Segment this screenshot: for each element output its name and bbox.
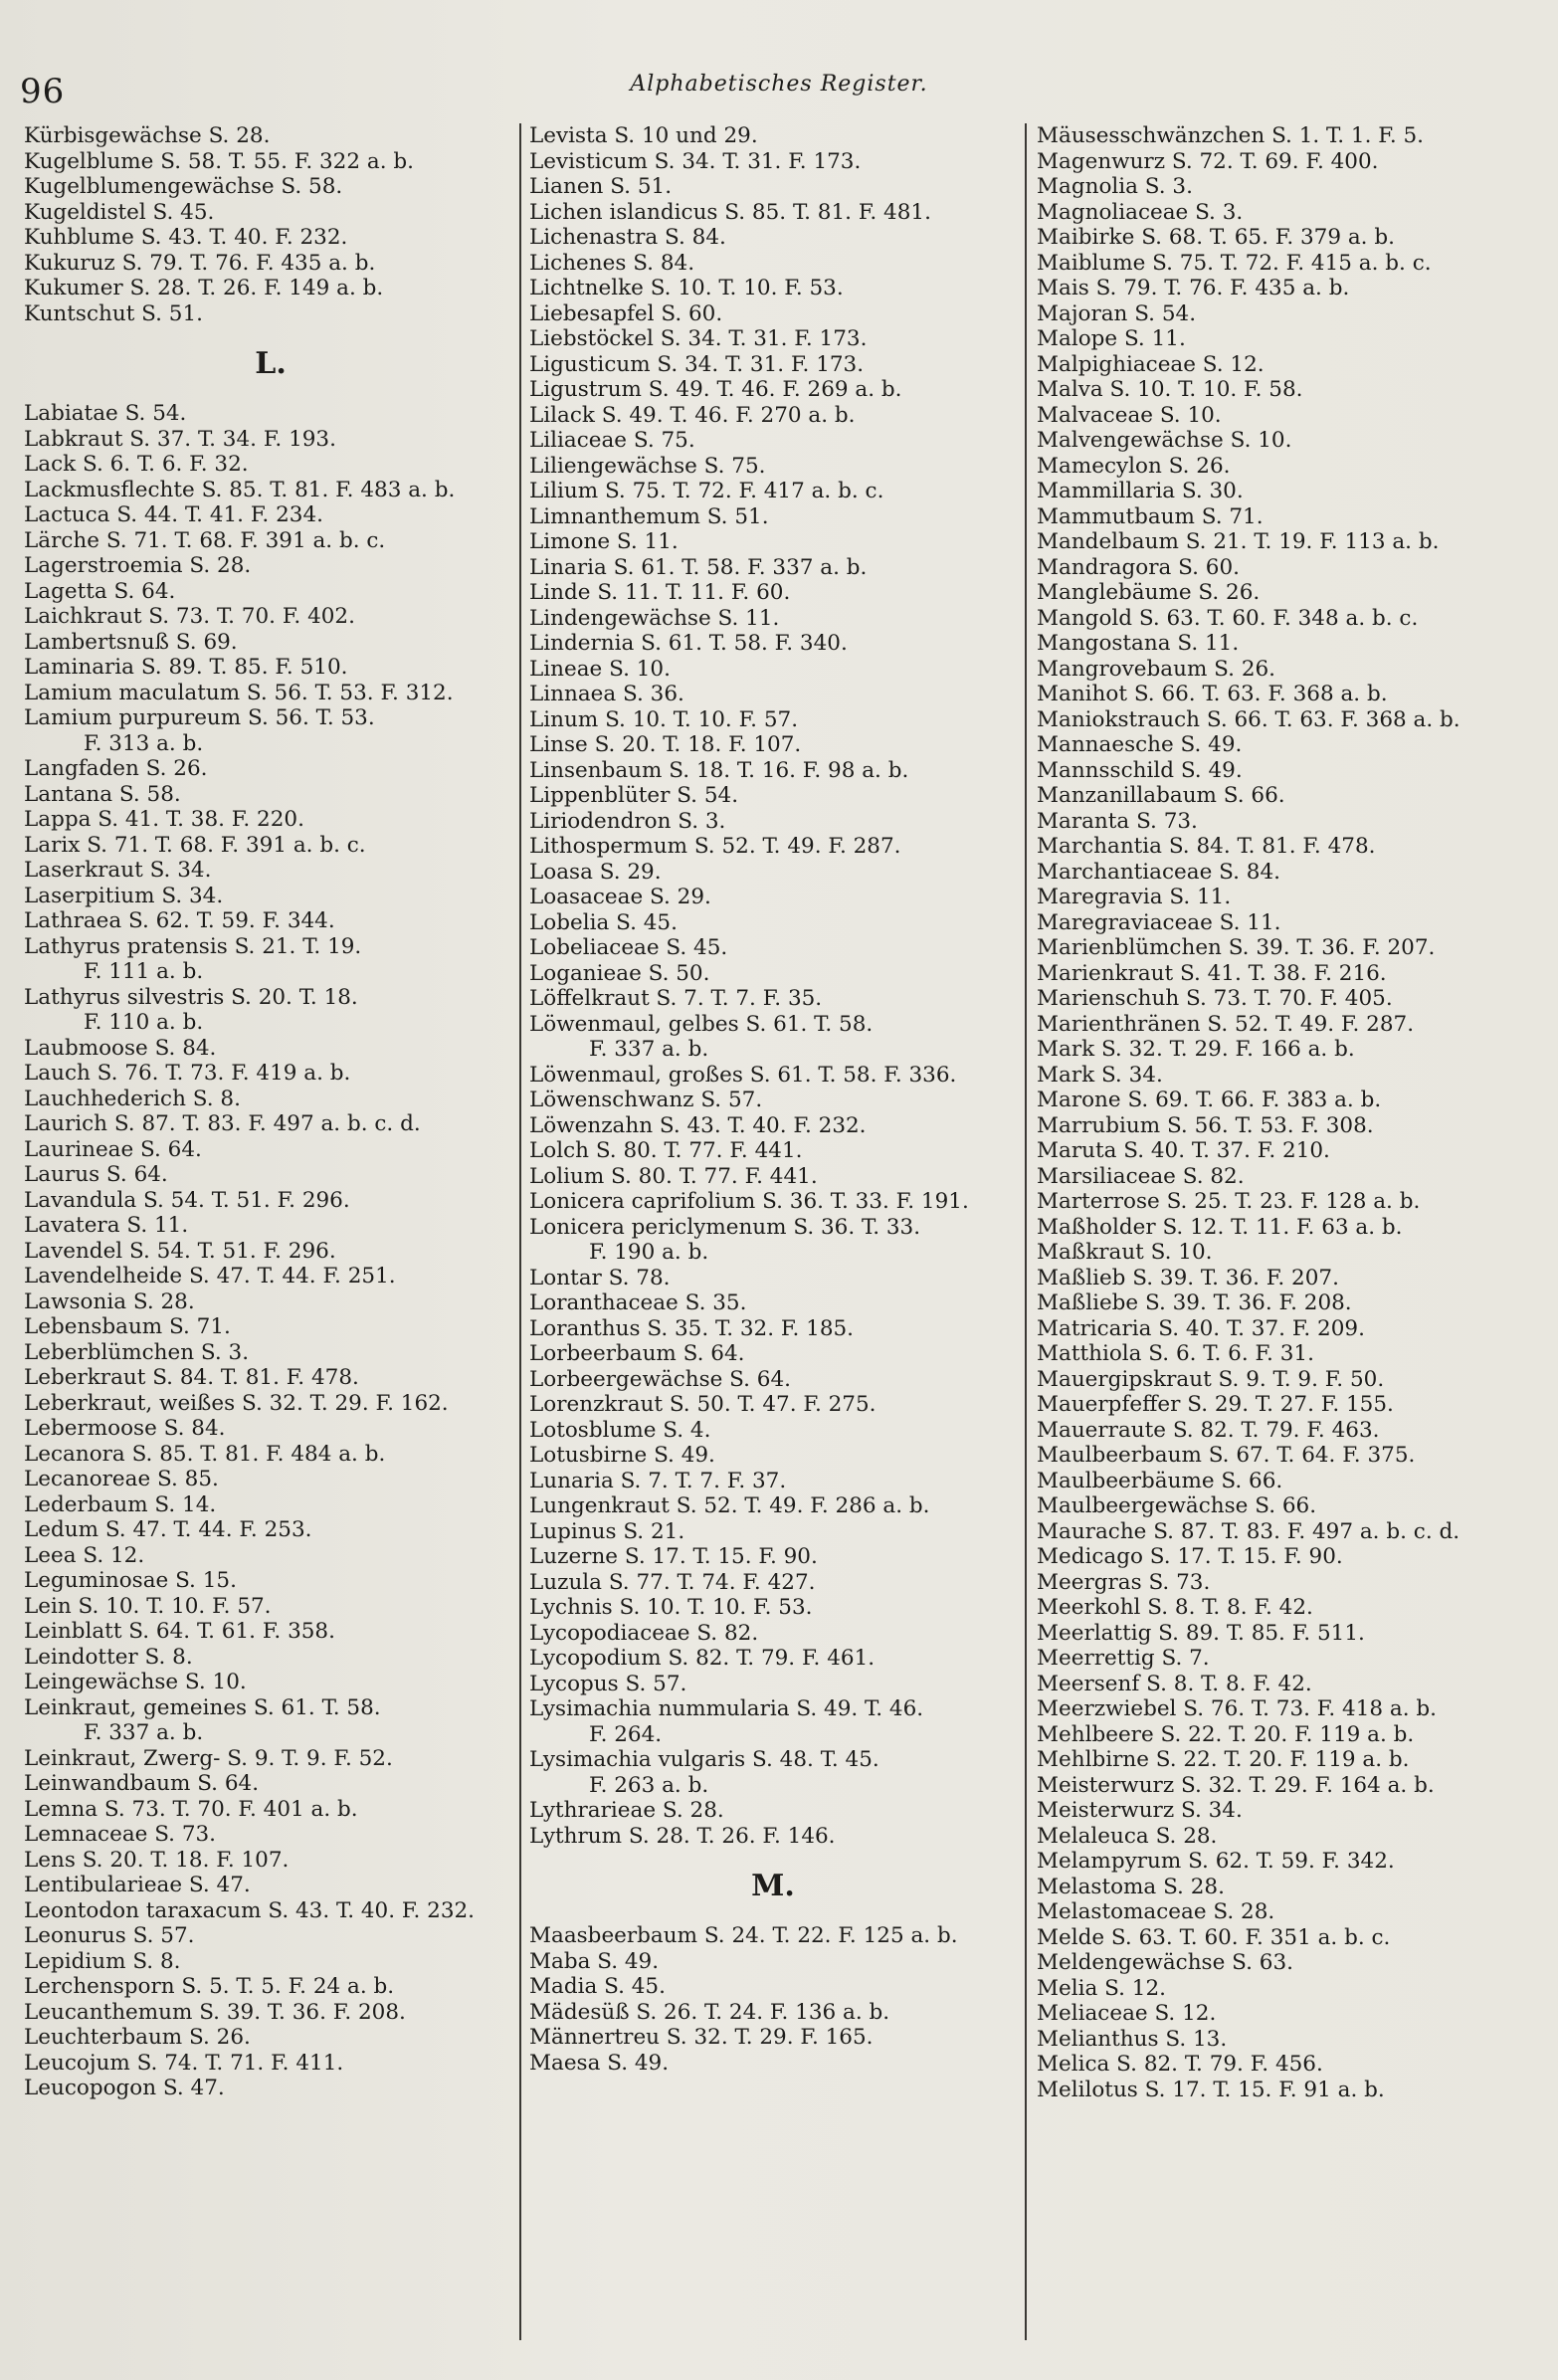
index-entry: Lobeliaceae S. 45. (529, 935, 728, 960)
index-entry: Marrubium S. 56. T. 53. F. 308. (1037, 1112, 1374, 1138)
index-entry: Magnolia S. 3. (1037, 174, 1193, 199)
index-entry: Lichtnelke S. 10. T. 10. F. 53. (529, 276, 844, 300)
index-entry: Loasa S. 29. (529, 859, 662, 885)
index-entry: Kugelblume S. 58. T. 55. F. 322 a. b. (24, 148, 414, 174)
index-entry: Ligustrum S. 49. T. 46. F. 269 a. b. (529, 377, 902, 402)
index-entry: Meisterwurz S. 34. (1037, 1798, 1243, 1823)
index-entry-continuation: F. 337 a. b. (84, 1720, 204, 1745)
index-entry: Mädesüß S. 26. T. 24. F. 136 a. b. (529, 1999, 890, 2025)
index-entry: Lythrarieae S. 28. (529, 1798, 724, 1823)
index-entry: Meisterwurz S. 32. T. 29. F. 164 a. b. (1037, 1772, 1435, 1798)
index-entry: Mammillaria S. 30. (1037, 479, 1244, 503)
index-entry: Laubmoose S. 84. (24, 1035, 217, 1061)
index-entry: Lindengewächse S. 11. (529, 605, 780, 631)
index-entry: Marienblümchen S. 39. T. 36. F. 207. (1037, 935, 1436, 960)
index-entry: Meersenf S. 8. T. 8. F. 42. (1037, 1671, 1312, 1696)
index-entry: Lunaria S. 7. T. 7. F. 37. (529, 1468, 787, 1493)
index-entry: Kukumer S. 28. T. 26. F. 149 a. b. (24, 276, 384, 300)
index-entry: Malvaceae S. 10. (1037, 402, 1222, 428)
index-entry: Lack S. 6. T. 6. F. 32. (24, 452, 249, 477)
entry-list-top (24, 123, 517, 326)
index-entry: Lonicera caprifolium S. 36. T. 33. F. 191. (529, 1189, 969, 1214)
index-entry: Leberkraut, weißes S. 32. T. 29. F. 162. (24, 1390, 449, 1416)
index-entry: Lepidium S. 8. (24, 1948, 181, 1974)
index-entry: Lianen S. 51. (529, 174, 673, 199)
index-entry: Leinblatt S. 64. T. 61. F. 358. (24, 1619, 335, 1644)
index-entry-continuation: F. 264. (589, 1721, 663, 1747)
index-entry: Lackmusflechte S. 85. T. 81. F. 483 a. b. (24, 477, 456, 502)
index-entry: Lineae S. 10. (529, 656, 671, 682)
index-entry: Linnaea S. 36. (529, 682, 684, 706)
index-entry: Kuntschut S. 51. (24, 300, 203, 326)
index-entry: Lerchensporn S. 5. T. 5. F. 24 a. b. (24, 1974, 395, 1999)
entry-list-top (1037, 123, 1552, 2102)
index-entry: Mangold S. 63. T. 60. F. 348 a. b. c. (1037, 605, 1419, 631)
index-entry: Marienthränen S. 52. T. 49. F. 287. (1037, 1011, 1415, 1037)
index-entry: Loranthaceae S. 35. (529, 1290, 747, 1315)
index-entry-continuation: F. 111 a. b. (84, 959, 204, 984)
index-entry: Maßlieb S. 39. T. 36. F. 207. (1037, 1265, 1339, 1290)
index-entry: Lychnis S. 10. T. 10. F. 53. (529, 1595, 813, 1620)
index-entry: Laminaria S. 89. T. 85. F. 510. (24, 655, 348, 680)
index-entry: Lambertsnuß S. 69. (24, 629, 238, 655)
index-entry: Leingewächse S. 10. (24, 1670, 247, 1694)
index-entry: Lilium S. 75. T. 72. F. 417 a. b. c. (529, 479, 884, 503)
index-entry: Leucopogon S. 47. (24, 2076, 225, 2100)
index-entry: Leberkraut S. 84. T. 81. F. 478. (24, 1365, 359, 1390)
index-entry: Manglebäume S. 26. (1037, 580, 1261, 605)
index-entry: Lichenastra S. 84. (529, 225, 726, 250)
index-column-1 (20, 123, 517, 2340)
index-entry: Mandragora S. 60. (1037, 554, 1240, 580)
index-entry: Lemnaceae S. 73. (24, 1822, 217, 1847)
index-entry: Luzula S. 77. T. 74. F. 427. (529, 1569, 816, 1595)
index-entry: Lathyrus pratensis S. 21. T. 19. (24, 933, 362, 959)
index-entry: Matricaria S. 40. T. 37. F. 209. (1037, 1315, 1365, 1341)
index-entry: Maesa S. 49. (529, 2050, 670, 2076)
index-entry: Lantana S. 58. (24, 781, 181, 807)
section-heading-m: M. (751, 1869, 795, 1903)
index-entry: Mäusesschwänzchen S. 1. T. 1. F. 5. (1037, 123, 1425, 148)
index-entry: Männertreu S. 32. T. 29. F. 165. (529, 2025, 874, 2050)
index-entry: Loasaceae S. 29. (529, 885, 711, 909)
index-entry: Meerzwiebel S. 76. T. 73. F. 418 a. b. (1037, 1696, 1437, 1721)
index-entry: Löwenmaul, gelbes S. 61. T. 58. (529, 1011, 874, 1037)
index-entry: Lentibularieae S. 47. (24, 1873, 251, 1897)
index-entry: Magenwurz S. 72. T. 69. F. 400. (1037, 148, 1379, 174)
index-entry: Marienschuh S. 73. T. 70. F. 405. (1037, 986, 1393, 1011)
index-column-3 (1025, 123, 1552, 2340)
index-entry: Lysimachia vulgaris S. 48. T. 45. (529, 1747, 879, 1772)
index-entry: Liriodendron S. 3. (529, 808, 726, 834)
index-entry-continuation: F. 313 a. b. (84, 730, 204, 756)
index-entry: Majoran S. 54. (1037, 300, 1197, 326)
index-entry: Löwenschwanz S. 57. (529, 1088, 763, 1112)
index-entry: Mais S. 79. T. 76. F. 435 a. b. (1037, 276, 1350, 300)
index-entry: Lolch S. 80. T. 77. F. 441. (529, 1138, 803, 1163)
index-entry: Leinkraut, Zwerg- S. 9. T. 9. F. 52. (24, 1745, 393, 1771)
index-entry: Leucanthemum S. 39. T. 36. F. 208. (24, 1999, 406, 2025)
index-entry-continuation: F. 190 a. b. (589, 1240, 709, 1265)
index-entry: Mauergipskraut S. 9. T. 9. F. 50. (1037, 1366, 1385, 1392)
index-entry: Langfaden S. 26. (24, 756, 208, 781)
index-entry: Lagetta S. 64. (24, 578, 176, 604)
index-entry: Levista S. 10 und 29. (529, 123, 758, 148)
index-entry: Lebensbaum S. 71. (24, 1314, 231, 1339)
index-entry: Mauerpfeffer S. 29. T. 27. F. 155. (1037, 1392, 1394, 1417)
index-entry: Lycopodiaceae S. 82. (529, 1620, 759, 1646)
index-entry: Lotosblume S. 4. (529, 1417, 711, 1443)
index-entry: Mammutbaum S. 71. (1037, 503, 1264, 529)
index-entry: Liliaceae S. 75. (529, 428, 695, 453)
index-entry: Lorenzkraut S. 50. T. 47. F. 275. (529, 1392, 876, 1417)
index-entry: Lemna S. 73. T. 70. F. 401 a. b. (24, 1796, 358, 1822)
index-entry-continuation: F. 337 a. b. (589, 1037, 709, 1062)
index-entry: Meldengewächse S. 63. (1037, 1950, 1293, 1975)
index-entry: Lavendelheide S. 47. T. 44. F. 251. (24, 1264, 396, 1289)
index-entry: Malvengewächse S. 10. (1037, 428, 1292, 453)
index-entry: Liebesapfel S. 60. (529, 300, 723, 326)
index-entry: Lappa S. 41. T. 38. F. 220. (24, 807, 304, 832)
index-entry: Lagerstroemia S. 28. (24, 553, 252, 578)
index-entry: Maiblume S. 75. T. 72. F. 415 a. b. c. (1037, 250, 1432, 276)
index-entry: Meerkohl S. 8. T. 8. F. 42. (1037, 1595, 1313, 1620)
index-entry: Leonurus S. 57. (24, 1923, 195, 1948)
index-entry: Lein S. 10. T. 10. F. 57. (24, 1593, 272, 1619)
index-entry: Löwenzahn S. 43. T. 40. F. 232. (529, 1112, 867, 1138)
index-entry: Maulbeergewächse S. 66. (1037, 1493, 1317, 1518)
index-entry: Kürbisgewächse S. 28. (24, 123, 271, 148)
index-entry: Lamium purpureum S. 56. T. 53. (24, 705, 375, 730)
index-entry: Maba S. 49. (529, 1948, 660, 1974)
index-entry: Laserkraut S. 34. (24, 858, 212, 883)
entry-list-bottom (529, 1923, 1017, 2076)
index-entry: Melianthus S. 13. (1037, 2026, 1228, 2052)
index-entry: Melampyrum S. 62. T. 59. F. 342. (1037, 1849, 1395, 1874)
section-heading-l: L. (255, 346, 287, 381)
index-entry: Lauchhederich S. 8. (24, 1086, 241, 1111)
index-entry: Melde S. 63. T. 60. F. 351 a. b. c. (1037, 1924, 1391, 1950)
index-entry: Lontar S. 78. (529, 1265, 671, 1290)
index-entry: Matthiola S. 6. T. 6. F. 31. (1037, 1341, 1314, 1366)
index-entry: Malva S. 10. T. 10. F. 58. (1037, 377, 1303, 402)
index-entry: Lilack S. 49. T. 46. F. 270 a. b. (529, 402, 856, 428)
index-entry: Labiatae S. 54. (24, 401, 187, 426)
index-entry: Marone S. 69. T. 66. F. 383 a. b. (1037, 1088, 1382, 1112)
index-entry: Lecanora S. 85. T. 81. F. 484 a. b. (24, 1441, 386, 1467)
index-entry: Kuhblume S. 43. T. 40. F. 232. (24, 225, 348, 250)
index-entry: Leucojum S. 74. T. 71. F. 411. (24, 2050, 344, 2076)
index-entry: Luzerne S. 17. T. 15. F. 90. (529, 1544, 818, 1569)
index-entry: Linse S. 20. T. 18. F. 107. (529, 732, 802, 757)
index-entry: Maniokstrauch S. 66. T. 63. F. 368 a. b. (1037, 706, 1461, 732)
index-entry: Lichen islandicus S. 85. T. 81. F. 481. (529, 199, 931, 225)
index-entry: Lamium maculatum S. 56. T. 53. F. 312. (24, 680, 454, 705)
index-entry: Meliaceae S. 12. (1037, 2001, 1217, 2026)
index-entry-continuation: F. 263 a. b. (589, 1772, 709, 1798)
index-entry: Malope S. 11. (1037, 326, 1186, 351)
index-entry: Liliengewächse S. 75. (529, 453, 766, 479)
index-entry: Lobelia S. 45. (529, 909, 678, 935)
index-entry: Maregravia S. 11. (1037, 885, 1232, 909)
index-entry-continuation: F. 110 a. b. (84, 1010, 204, 1035)
index-entry: Labkraut S. 37. T. 34. F. 193. (24, 426, 336, 452)
index-entry: Lycopus S. 57. (529, 1671, 687, 1696)
index-entry: Melastoma S. 28. (1037, 1874, 1225, 1899)
index-entry: Melaleuca S. 28. (1037, 1823, 1218, 1849)
index-entry: Ligusticum S. 34. T. 31. F. 173. (529, 351, 865, 377)
index-entry: Lolium S. 80. T. 77. F. 441. (529, 1163, 818, 1189)
index-entry: Laurineae S. 64. (24, 1136, 202, 1162)
page-number: 96 (20, 72, 66, 111)
index-entry: Laichkraut S. 73. T. 70. F. 402. (24, 604, 355, 629)
index-entry: Leguminosae S. 15. (24, 1568, 237, 1593)
index-entry: Lavatera S. 11. (24, 1213, 189, 1238)
index-entry: Maasbeerbaum S. 24. T. 22. F. 125 a. b. (529, 1923, 958, 1948)
index-entry: Mangrovebaum S. 26. (1037, 656, 1276, 682)
index-entry: Mehlbeere S. 22. T. 20. F. 119 a. b. (1037, 1721, 1415, 1747)
entry-list-bottom (24, 401, 517, 2101)
index-entry: Marsiliaceae S. 82. (1037, 1163, 1245, 1189)
index-entry: Melilotus S. 17. T. 15. F. 91 a. b. (1037, 2077, 1385, 2102)
index-entry: Maulbeerbäume S. 66. (1037, 1468, 1283, 1493)
index-entry: Linum S. 10. T. 10. F. 57. (529, 706, 799, 732)
index-entry: Maßholder S. 12. T. 11. F. 63 a. b. (1037, 1214, 1403, 1240)
index-entry: Limone S. 11. (529, 529, 679, 554)
index-entry: Mauerraute S. 82. T. 79. F. 463. (1037, 1417, 1380, 1443)
index-entry: Loganieae S. 50. (529, 960, 710, 986)
index-entry: Löwenmaul, großes S. 61. T. 58. F. 336. (529, 1062, 957, 1088)
index-entry: Melia S. 12. (1037, 1975, 1166, 2001)
index-entry: Marchantiaceae S. 84. (1037, 859, 1280, 885)
index-entry: Meerrettig S. 7. (1037, 1646, 1210, 1671)
index-entry: Lythrum S. 28. T. 26. F. 146. (529, 1823, 836, 1849)
index-entry: Marterrose S. 25. T. 23. F. 128 a. b. (1037, 1189, 1421, 1214)
index-column-2 (519, 123, 1017, 2340)
index-entry: Lycopodium S. 82. T. 79. F. 461. (529, 1646, 876, 1671)
entry-list-top (529, 123, 1017, 1849)
index-entry: Kukuruz S. 79. T. 76. F. 435 a. b. (24, 250, 376, 276)
running-head: Alphabetisches Register. (630, 72, 928, 97)
index-entry: Magnoliaceae S. 3. (1037, 199, 1244, 225)
index-entry: Leuchterbaum S. 26. (24, 2025, 251, 2050)
index-entry: Lavendel S. 54. T. 51. F. 296. (24, 1238, 336, 1264)
index-entry: Mamecylon S. 26. (1037, 453, 1231, 479)
index-entry: Maranta S. 73. (1037, 808, 1198, 834)
index-entry: Lonicera periclymenum S. 36. T. 33. (529, 1214, 921, 1240)
index-entry: Kugeldistel S. 45. (24, 199, 215, 225)
index-entry: Maibirke S. 68. T. 65. F. 379 a. b. (1037, 225, 1395, 250)
index-entry: Maruta S. 40. T. 37. F. 210. (1037, 1138, 1330, 1163)
index-entry: Lithospermum S. 52. T. 49. F. 287. (529, 834, 901, 859)
index-entry: Lorbeerbaum S. 64. (529, 1341, 745, 1366)
index-entry: Lathyrus silvestris S. 20. T. 18. (24, 984, 358, 1010)
index-entry: Lupinus S. 21. (529, 1518, 685, 1544)
index-entry: Maurache S. 87. T. 83. F. 497 a. b. c. d. (1037, 1518, 1461, 1544)
index-entry: Linaria S. 61. T. 58. F. 337 a. b. (529, 554, 868, 580)
index-entry: Laserpitium S. 34. (24, 883, 224, 908)
index-entry: Medicago S. 17. T. 15. F. 90. (1037, 1544, 1343, 1569)
index-entry: Lorbeergewächse S. 64. (529, 1366, 791, 1392)
index-entry: Mandelbaum S. 21. T. 19. F. 113 a. b. (1037, 529, 1440, 554)
index-entry: Lotusbirne S. 49. (529, 1443, 715, 1468)
index-entry: Lens S. 20. T. 18. F. 107. (24, 1847, 290, 1873)
index-entry: Lärche S. 71. T. 68. F. 391 a. b. c. (24, 527, 386, 553)
index-entry: Lauch S. 76. T. 73. F. 419 a. b. (24, 1061, 351, 1086)
index-entry: Madia S. 45. (529, 1974, 666, 1999)
index-entry: Lathraea S. 62. T. 59. F. 344. (24, 908, 335, 933)
index-entry: Larix S. 71. T. 68. F. 391 a. b. c. (24, 832, 366, 858)
index-entry: Manihot S. 66. T. 63. F. 368 a. b. (1037, 682, 1388, 706)
index-entry: Mehlbirne S. 22. T. 20. F. 119 a. b. (1037, 1747, 1410, 1772)
index-entry: Limnanthemum S. 51. (529, 503, 769, 529)
index-entry: Meerlattig S. 89. T. 85. F. 511. (1037, 1620, 1365, 1646)
index-entry: Malpighiaceae S. 12. (1037, 351, 1265, 377)
index-entry: Marchantia S. 84. T. 81. F. 478. (1037, 834, 1376, 859)
index-entry: Löffelkraut S. 7. T. 7. F. 35. (529, 986, 823, 1011)
index-entry: Ledum S. 47. T. 44. F. 253. (24, 1517, 312, 1542)
index-entry: Mannaesche S. 49. (1037, 732, 1243, 757)
index-entry: Lactuca S. 44. T. 41. F. 234. (24, 502, 323, 527)
index-entry: Lecanoreae S. 85. (24, 1467, 219, 1491)
index-entry: Linde S. 11. T. 11. F. 60. (529, 580, 791, 605)
index-entry: Mark S. 32. T. 29. F. 166 a. b. (1037, 1037, 1355, 1062)
index-entry: Melica S. 82. T. 79. F. 456. (1037, 2052, 1323, 2077)
index-entry: Leinkraut, gemeines S. 61. T. 58. (24, 1694, 381, 1720)
index-entry: Lavandula S. 54. T. 51. F. 296. (24, 1187, 350, 1213)
index-entry: Maregraviaceae S. 11. (1037, 909, 1281, 935)
index-entry: Loranthus S. 35. T. 32. F. 185. (529, 1315, 855, 1341)
index-entry: Lichenes S. 84. (529, 250, 695, 276)
index-entry: Maßliebe S. 39. T. 36. F. 208. (1037, 1290, 1352, 1315)
index-entry: Lederbaum S. 14. (24, 1491, 217, 1517)
index-entry: Leea S. 12. (24, 1542, 145, 1568)
index-entry: Melastomaceae S. 28. (1037, 1899, 1275, 1924)
index-entry: Manzanillabaum S. 66. (1037, 783, 1285, 808)
index-entry: Leinwandbaum S. 64. (24, 1771, 260, 1796)
index-entry: Marienkraut S. 41. T. 38. F. 216. (1037, 960, 1387, 986)
index-entry: Mangostana S. 11. (1037, 631, 1240, 656)
index-entry: Maulbeerbaum S. 67. T. 64. F. 375. (1037, 1443, 1416, 1468)
index-entry: Maßkraut S. 10. (1037, 1240, 1213, 1265)
index-entry: Lindernia S. 61. T. 58. F. 340. (529, 631, 848, 656)
index-entry: Lippenblüter S. 54. (529, 783, 739, 808)
index-entry: Lungenkraut S. 52. T. 49. F. 286 a. b. (529, 1493, 930, 1518)
index-entry: Mannsschild S. 49. (1037, 757, 1243, 783)
index-entry: Laurich S. 87. T. 83. F. 497 a. b. c. d. (24, 1111, 421, 1136)
index-entry: Mark S. 34. (1037, 1062, 1163, 1088)
index-entry: Linsenbaum S. 18. T. 16. F. 98 a. b. (529, 757, 909, 783)
index-entry: Levisticum S. 34. T. 31. F. 173. (529, 148, 862, 174)
index-entry: Laurus S. 64. (24, 1162, 168, 1187)
index-entry: Meergras S. 73. (1037, 1569, 1211, 1595)
index-entry: Lawsonia S. 28. (24, 1289, 195, 1314)
index-entry: Kugelblumengewächse S. 58. (24, 174, 343, 199)
index-entry: Liebstöckel S. 34. T. 31. F. 173. (529, 326, 868, 351)
index-entry: Lysimachia nummularia S. 49. T. 46. (529, 1696, 924, 1721)
index-entry: Lebermoose S. 84. (24, 1416, 226, 1441)
index-entry: Leberblümchen S. 3. (24, 1339, 250, 1365)
index-entry: Leontodon taraxacum S. 43. T. 40. F. 232. (24, 1897, 476, 1923)
index-entry: Leindotter S. 8. (24, 1644, 193, 1670)
